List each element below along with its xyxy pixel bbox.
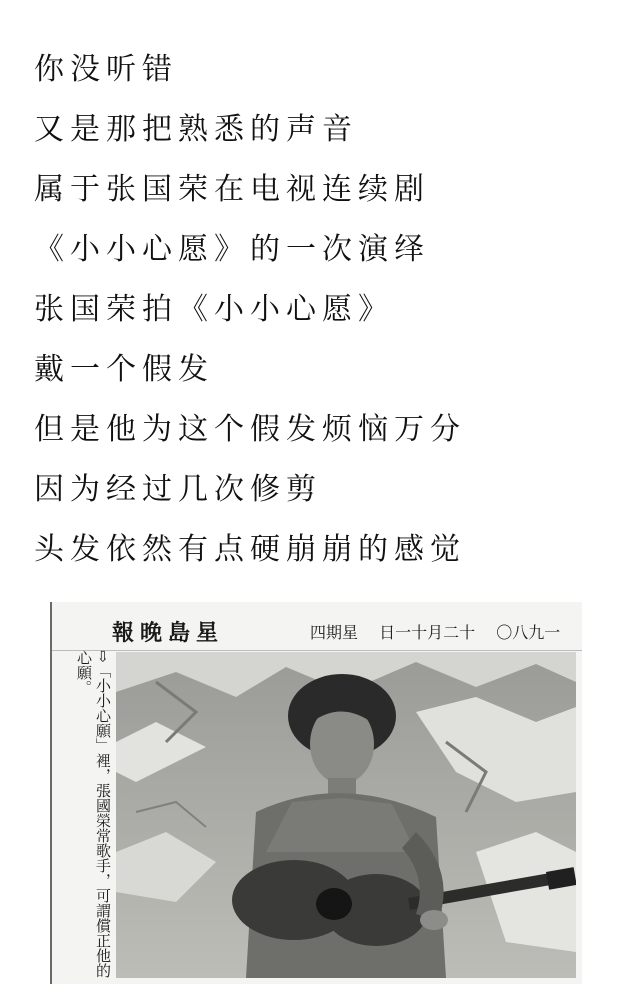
text-line: 戴一个假发 xyxy=(34,352,214,387)
text-line: 属于张国荣在电视连续剧 xyxy=(34,172,430,207)
weekday: 四期星 xyxy=(310,623,359,642)
newspaper-photo xyxy=(116,652,576,978)
text-line: 头发依然有点硬崩崩的感觉 xyxy=(34,532,466,567)
text-line: 张国荣拍《小小心愿》 xyxy=(34,292,394,327)
article-text xyxy=(34,40,624,580)
text-line: 但是他为这个假发烦恼万分 xyxy=(34,412,466,447)
text-line: 你没听错 xyxy=(34,52,178,87)
newspaper-clipping xyxy=(50,602,582,984)
newspaper-masthead xyxy=(52,610,582,651)
newspaper-name: 報晚島星 xyxy=(112,620,225,646)
newspaper-dateline xyxy=(310,620,576,643)
text-line: 《小小心愿》的一次演绎 xyxy=(34,232,430,267)
text-line: 因为经过几次修剪 xyxy=(34,472,322,507)
date: 日一十月二十 xyxy=(379,623,476,642)
text-line: 又是那把熟悉的声音 xyxy=(34,112,358,147)
photo-caption: ⇨「小小心願」裡，張國榮常歌手，可謂償正他的心願。 xyxy=(75,650,112,978)
year: 〇八九一 xyxy=(496,623,561,642)
